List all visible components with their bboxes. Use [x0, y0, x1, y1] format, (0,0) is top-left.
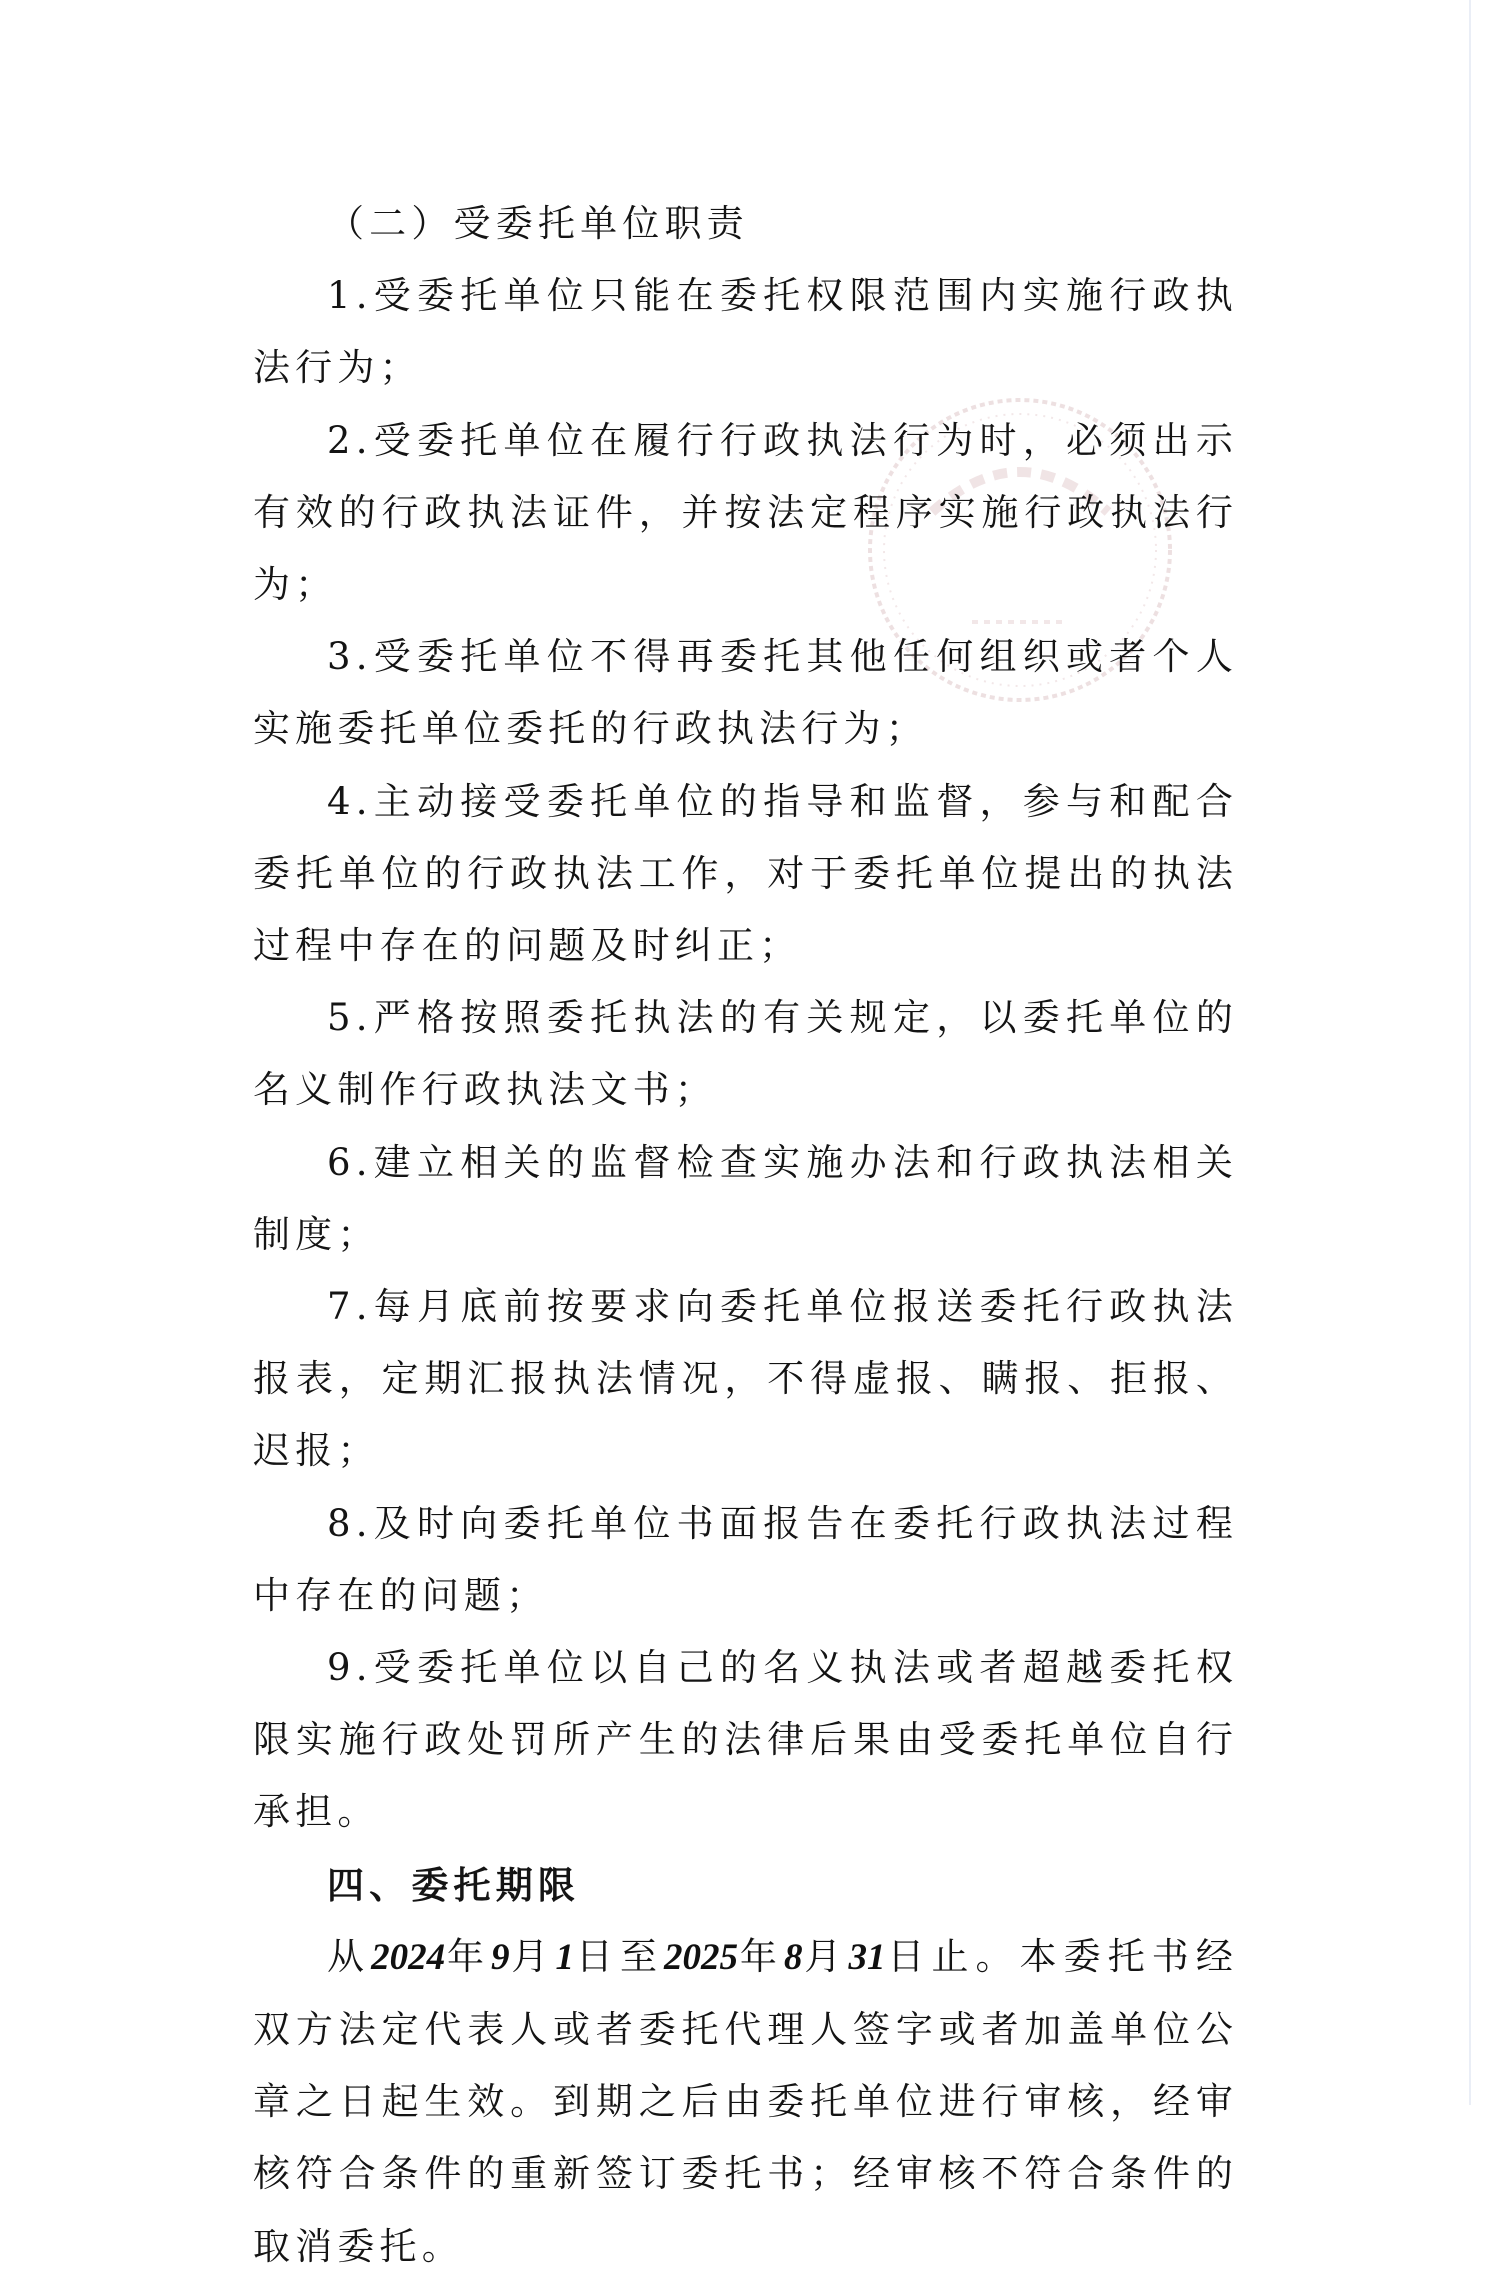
term-text: 日止。本委托书经双方法定代表人或者委托代理人签字或者加盖单位公章之日起生效。到期之后由委托单位进行审核，经审核符合条件的重新签订委托书；经审核不符合条件的取消委托。	[253, 1934, 1239, 2268]
list-item: 7.每月底前按要求向委托单位报送委托行政执法报表，定期汇报执法情况，不得虚报、瞒报、拒报、迟报；	[253, 1285, 1238, 1473]
list-item: 6.建立相关的监督检查实施办法和行政执法相关制度；	[253, 1140, 1238, 1256]
term-paragraph	[253, 1921, 1238, 2283]
document-body	[253, 188, 1238, 2283]
list-item: 4.主动接受委托单位的指导和监督，参与和配合委托单位的行政执法工作，对于委托单位提出的执法过程中存在的问题及时纠正；	[253, 779, 1238, 968]
term-heading: 四、委托期限	[327, 1862, 581, 1907]
day-to-label: 日至	[574, 1934, 665, 1978]
handwritten-end-day: 31	[848, 1936, 886, 1978]
list-item: 9.受委托单位以自己的名义执法或者超越委托权限实施行政处罚所产生的法律后果由受委托单位自行承担。	[253, 1646, 1238, 1834]
month-label: 月	[509, 1934, 556, 1978]
list-item: 2.受委托单位在履行行政执法行为时，必须出示有效的行政执法证件，并按法定程序实施行政执法行为；	[253, 418, 1238, 607]
list-item: 3.受委托单位不得再委托其他任何组织或者个人实施委托单位委托的行政执法行为；	[253, 635, 1238, 751]
month-label: 月	[802, 1934, 849, 1978]
handwritten-start-year: 2024	[371, 1936, 446, 1978]
handwritten-end-month: 8	[784, 1936, 803, 1978]
section-heading: （二）受委托单位职责	[327, 202, 749, 245]
scan-edge	[1469, 0, 1471, 2105]
list-item: 8.及时向委托单位书面报告在委托行政执法过程中存在的问题；	[253, 1501, 1238, 1617]
list-item: 5.严格按照委托执法的有关规定，以委托单位的名义制作行政执法文书；	[253, 996, 1238, 1112]
year-label: 年	[445, 1934, 492, 1978]
handwritten-start-month: 9	[491, 1936, 510, 1978]
from-label: 从	[327, 1934, 372, 1978]
list-item: 1.受委托单位只能在委托权限范围内实施行政执法行为；	[253, 274, 1238, 390]
year-label: 年	[738, 1934, 785, 1978]
handwritten-start-day: 1	[555, 1936, 575, 1978]
handwritten-end-year: 2025	[664, 1936, 739, 1978]
